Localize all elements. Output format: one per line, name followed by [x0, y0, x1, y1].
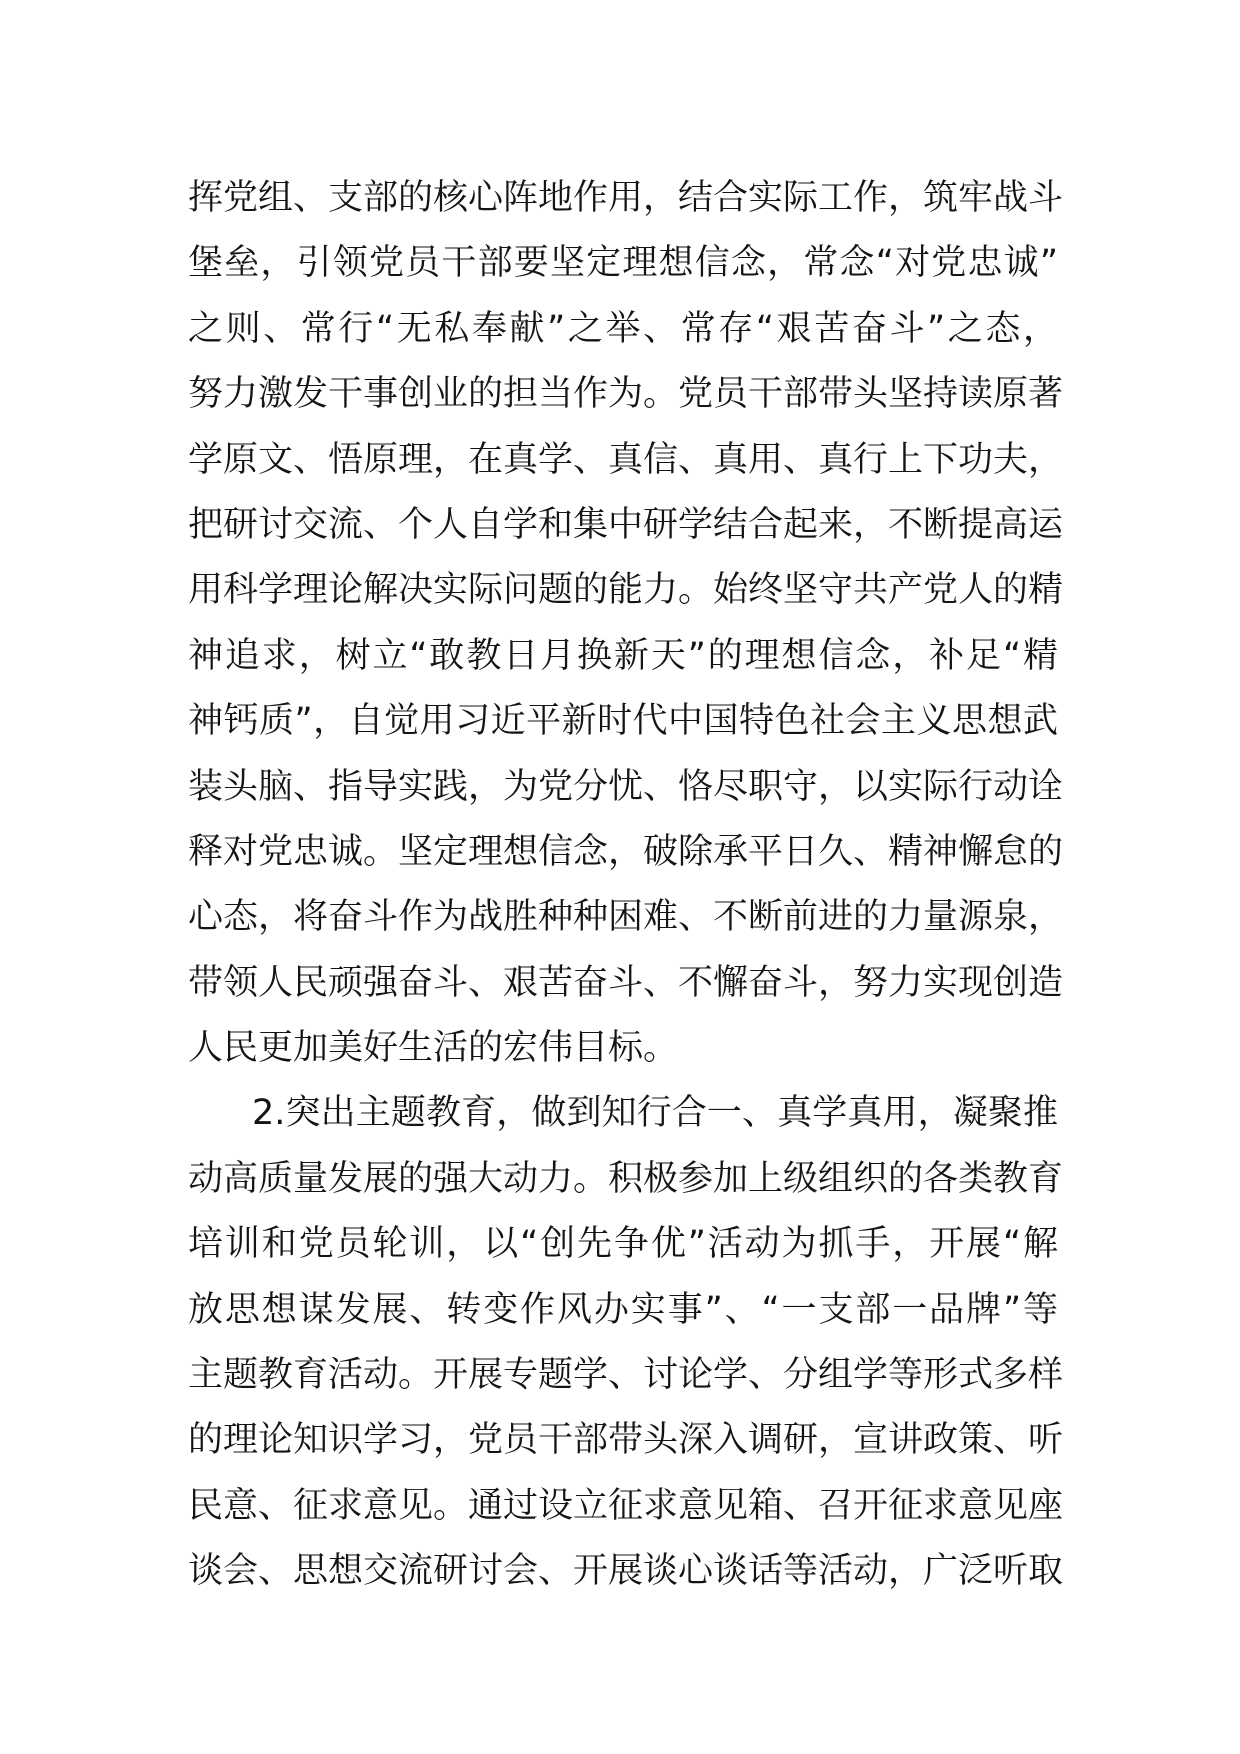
text-line: 心态，将奋斗作为战胜种种困难、不断前进的力量源泉，	[188, 897, 1064, 938]
text-line: 动高质量发展的强大动力。积极参加上级组织的各类教育	[188, 1158, 1064, 1199]
text-line: 释对党忠诚。坚定理想信念，破除承平日久、精神懈怠的	[188, 831, 1064, 872]
numbered-paragraph-heading-line: 2.突出主题教育，做到知行合一、真学真用，凝聚推	[252, 1093, 1058, 1134]
text-line: 放思想谋发展、转变作风办实事”、“一支部一品牌”等	[188, 1289, 1058, 1330]
paragraph-end-line: 人民更加美好生活的宏伟目标。	[188, 1028, 679, 1069]
text-line: 把研讨交流、个人自学和集中研学结合起来，不断提高运	[188, 504, 1064, 545]
text-line: 带领人民顽强奋斗、艰苦奋斗、不懈奋斗，努力实现创造	[188, 962, 1064, 1003]
text-line: 的理论知识学习，党员干部带头深入调研，宣讲政策、听	[188, 1420, 1064, 1461]
text-line: 挥党组、支部的核心阵地作用，结合实际工作，筑牢战斗	[188, 178, 1064, 218]
text-line: 神钙质”，自觉用习近平新时代中国特色社会主义思想武	[188, 701, 1058, 742]
text-line: 主题教育活动。开展专题学、讨论学、分组学等形式多样	[188, 1355, 1064, 1396]
text-line: 培训和党员轮训，以“创先争优”活动为抓手，开展“解	[188, 1224, 1058, 1265]
text-line: 谈会、思想交流研讨会、开展谈心谈话等活动，广泛听取	[188, 1551, 1064, 1592]
body-text	[188, 166, 1064, 1605]
text-line: 用科学理论解决实际问题的能力。始终坚守共产党人的精	[188, 570, 1064, 611]
text-line: 装头脑、指导实践，为党分忧、恪尽职守，以实际行动诠	[188, 766, 1064, 807]
text-line: 民意、征求意见。通过设立征求意见箱、召开征求意见座	[188, 1485, 1064, 1526]
text-line: 学原文、悟原理，在真学、真信、真用、真行上下功夫，	[188, 439, 1064, 480]
text-line: 努力激发干事创业的担当作为。党员干部带头坚持读原著	[188, 374, 1064, 415]
text-line: 之则、常行“无私奉献”之举、常存“艰苦奋斗”之态，	[188, 308, 1058, 349]
text-line: 神追求，树立“敢教日月换新天”的理想信念，补足“精	[188, 635, 1058, 676]
text-line: 堡垒，引领党员干部要坚定理想信念，常念“对党忠诚”	[188, 243, 1058, 284]
